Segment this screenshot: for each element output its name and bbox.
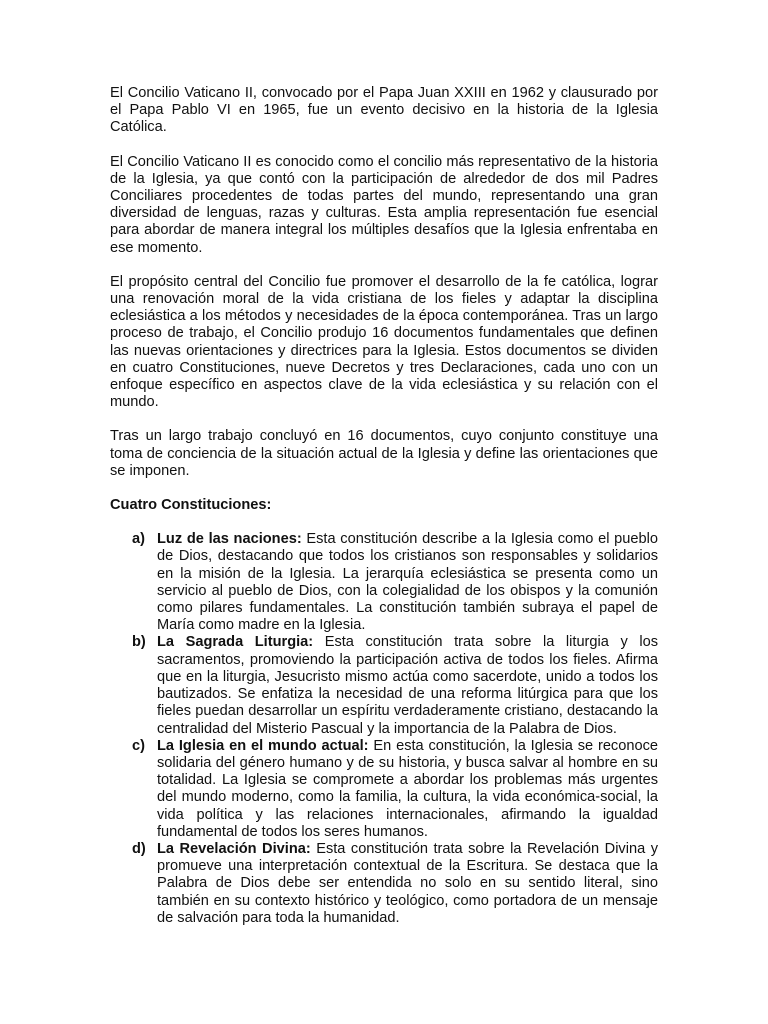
- list-item: [110, 738, 658, 841]
- intro-paragraph: El Concilio Vaticano II, convocado por el Papa Juan XXIII en 1962 y clausurado por el Papa Pablo VI en 1965, fue un evento decisivo en la historia de la Iglesia Católica.: [110, 85, 658, 136]
- list-item-term: La Revelación Divina:: [157, 840, 311, 857]
- list-item-term: La Sagrada Liturgia:: [157, 634, 314, 651]
- list-marker: d): [132, 840, 146, 857]
- constitutions-list: [110, 531, 658, 927]
- constitutions-heading: Cuatro Constituciones:: [110, 497, 272, 514]
- purpose-paragraph: El propósito central del Concilio fue promover el desarrollo de la fe católica, lograr una renovación moral de la vida cristiana de los fieles y adaptar la disciplina eclesiástica a los métodos y necesidades de la época contemporánea. Tras un largo proceso de trabajo, el Concilio produjo 16 documentos fundamentales que definen las nuevas orientaciones y directrices para la Iglesia. Estos documentos se dividen en cuatro Constituciones, nueve Decretos y tres Declaraciones, cada uno con un enfoque específico en aspectos clave de la vida eclesiástica y su relación con el mundo.: [110, 273, 658, 411]
- representation-paragraph: El Concilio Vaticano II es conocido como el concilio más representativo de la historia de la Iglesia, ya que contó con la participación de alrededor de dos mil Padres Conciliares procedentes de todas partes del mundo, representando una gran diversidad de lenguas, razas y culturas. Esta amplia representación fue esencial para abordar de manera integral los múltiples desafíos que la Iglesia enfrentaba en ese momento.: [110, 153, 658, 256]
- list-item-term: Luz de las naciones:: [157, 531, 302, 548]
- list-marker: b): [132, 634, 146, 651]
- list-item: [110, 841, 658, 927]
- list-item-term: La Iglesia en el mundo actual:: [157, 737, 369, 754]
- list-item-text: Esta constitución trata sobre la Revelación Divina y promueve una interpretación contextual de la Escritura. Se destaca que la Palabra de Dios debe ser entendida no solo en su sentido literal, sino también en su contexto histórico y teológico, como portadora de un mensaje de salvación para toda la humanidad.: [157, 840, 658, 926]
- list-item: [110, 531, 658, 634]
- conclusion-paragraph: Tras un largo trabajo concluyó en 16 documentos, cuyo conjunto constituye una toma de conciencia de la situación actual de la Iglesia y define las orientaciones que se imponen.: [110, 428, 658, 479]
- list-item: [110, 634, 658, 737]
- document-page: [110, 85, 658, 927]
- list-item-text: Esta constitución describe a la Iglesia como el pueblo de Dios, destacando que todos los cristianos son responsables y solidarios en la misión de la Iglesia. La jerarquía eclesiástica se presenta como un servicio al pueblo de Dios, con la colegialidad de los obispos y la comunión como pilares fundamentales. La constitución también subraya el papel de María como madre en la Iglesia.: [157, 531, 658, 634]
- list-marker: a): [132, 531, 145, 548]
- list-item-text: En esta constitución, la Iglesia se reconoce solidaria del género humano y de su historia, y busca salvar al hombre en su totalidad. La Iglesia se compromete a abordar los problemas más urgentes del mundo moderno, como la familia, la cultura, la vida económica-social, la vida política y las relaciones internacionales, afirmando la igualdad fundamental de todos los seres humanos.: [157, 737, 658, 840]
- list-marker: c): [132, 737, 145, 754]
- list-item-text: Esta constitución trata sobre la liturgia y los sacramentos, promoviendo la participación activa de todos los fieles. Afirma que en la liturgia, Jesucristo mismo actúa como sacerdote, unido a todos los bautizados. Se enfatiza la necesidad de una reforma litúrgica para que los fieles puedan desarrollar un espíritu verdaderamente cristiano, destacando la centralidad del Misterio Pascual y la importancia de la Palabra de Dios.: [157, 634, 658, 737]
